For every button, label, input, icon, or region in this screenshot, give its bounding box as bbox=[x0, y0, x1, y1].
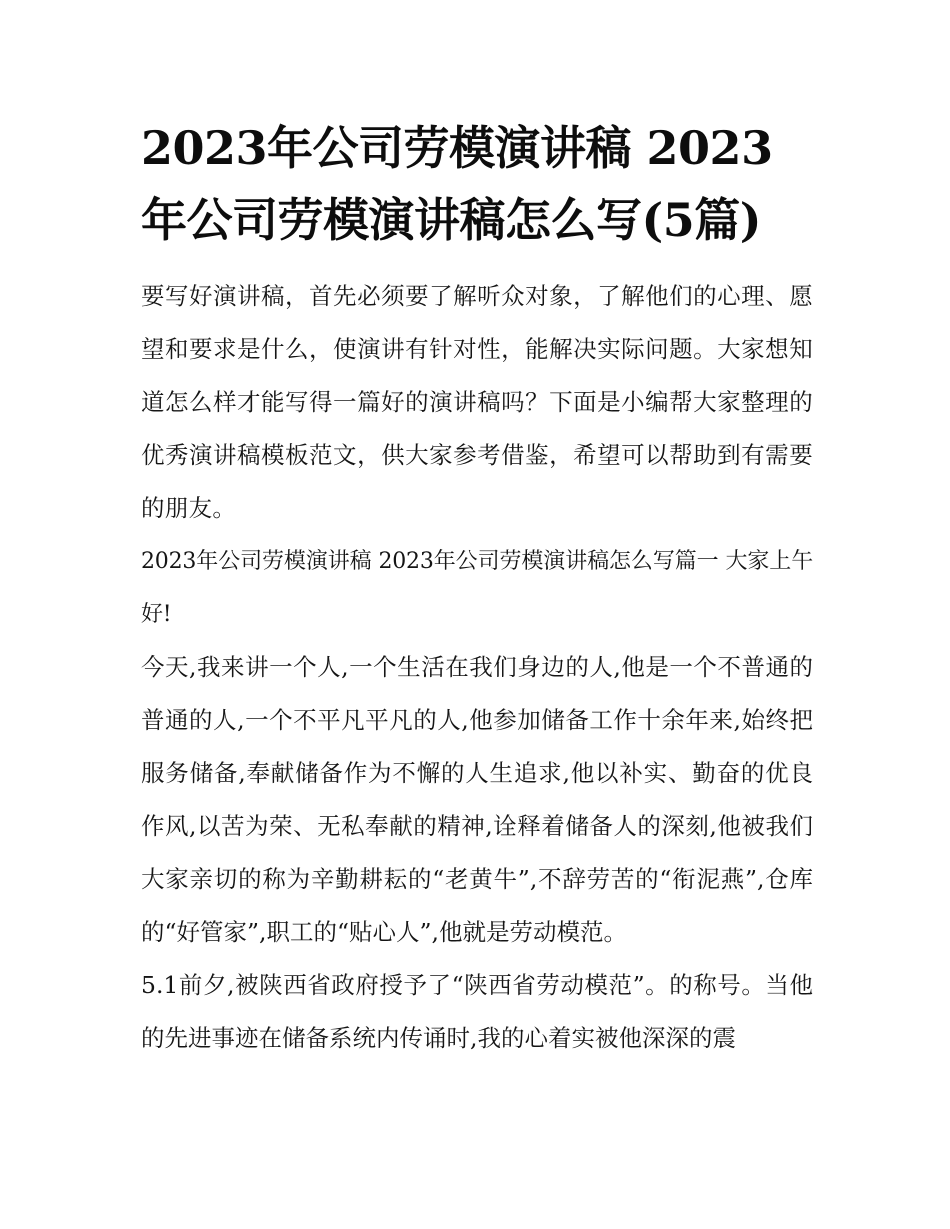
intro-paragraph: 要写好演讲稿，首先必须要了解听众对象，了解他们的心理、愿望和要求是什么，使演讲有针对性，能解决实际问题。大家想知道怎么样才能写得一篇好的演讲稿吗？下面是小编帮大家整理的优秀演讲稿模板范文，供大家参考借鉴，希望可以帮助到有需要的朋友。 bbox=[141, 282, 813, 522]
section-heading-paragraph: 2023年公司劳模演讲稿 2023年公司劳模演讲稿怎么写篇一 大家上午好! bbox=[141, 549, 813, 627]
document-page bbox=[141, 112, 813, 1065]
body-paragraph-continued: 5.1前夕,被陕西省政府授予了“陕西省劳动模范”。的称号。当他的先进事迹在储备系统内传诵时,我的心着实被他深深的震 bbox=[141, 971, 813, 1052]
body-paragraph: 今天,我来讲一个人,一个生活在我们身边的人,他是一个不普通的普通的人,一个不平凡平凡的人,他参加储备工作十余年来,始终把服务储备,奉献储备作为不懈的人生追求,他以补实、勤奋的优良作风,以苦为荣、无私奉献的精神,诠释着储备人的深刻,他被我们大家亲切的称为辛勤耕耘的“老黄牛”,不辞劳苦的“衔泥燕”,仓库的“好管家”,职工的“贴心人”,他就是劳动模范。 bbox=[141, 653, 813, 946]
document-title: 2023年公司劳模演讲稿 2023年公司劳模演讲稿怎么写(5篇) bbox=[141, 121, 773, 247]
